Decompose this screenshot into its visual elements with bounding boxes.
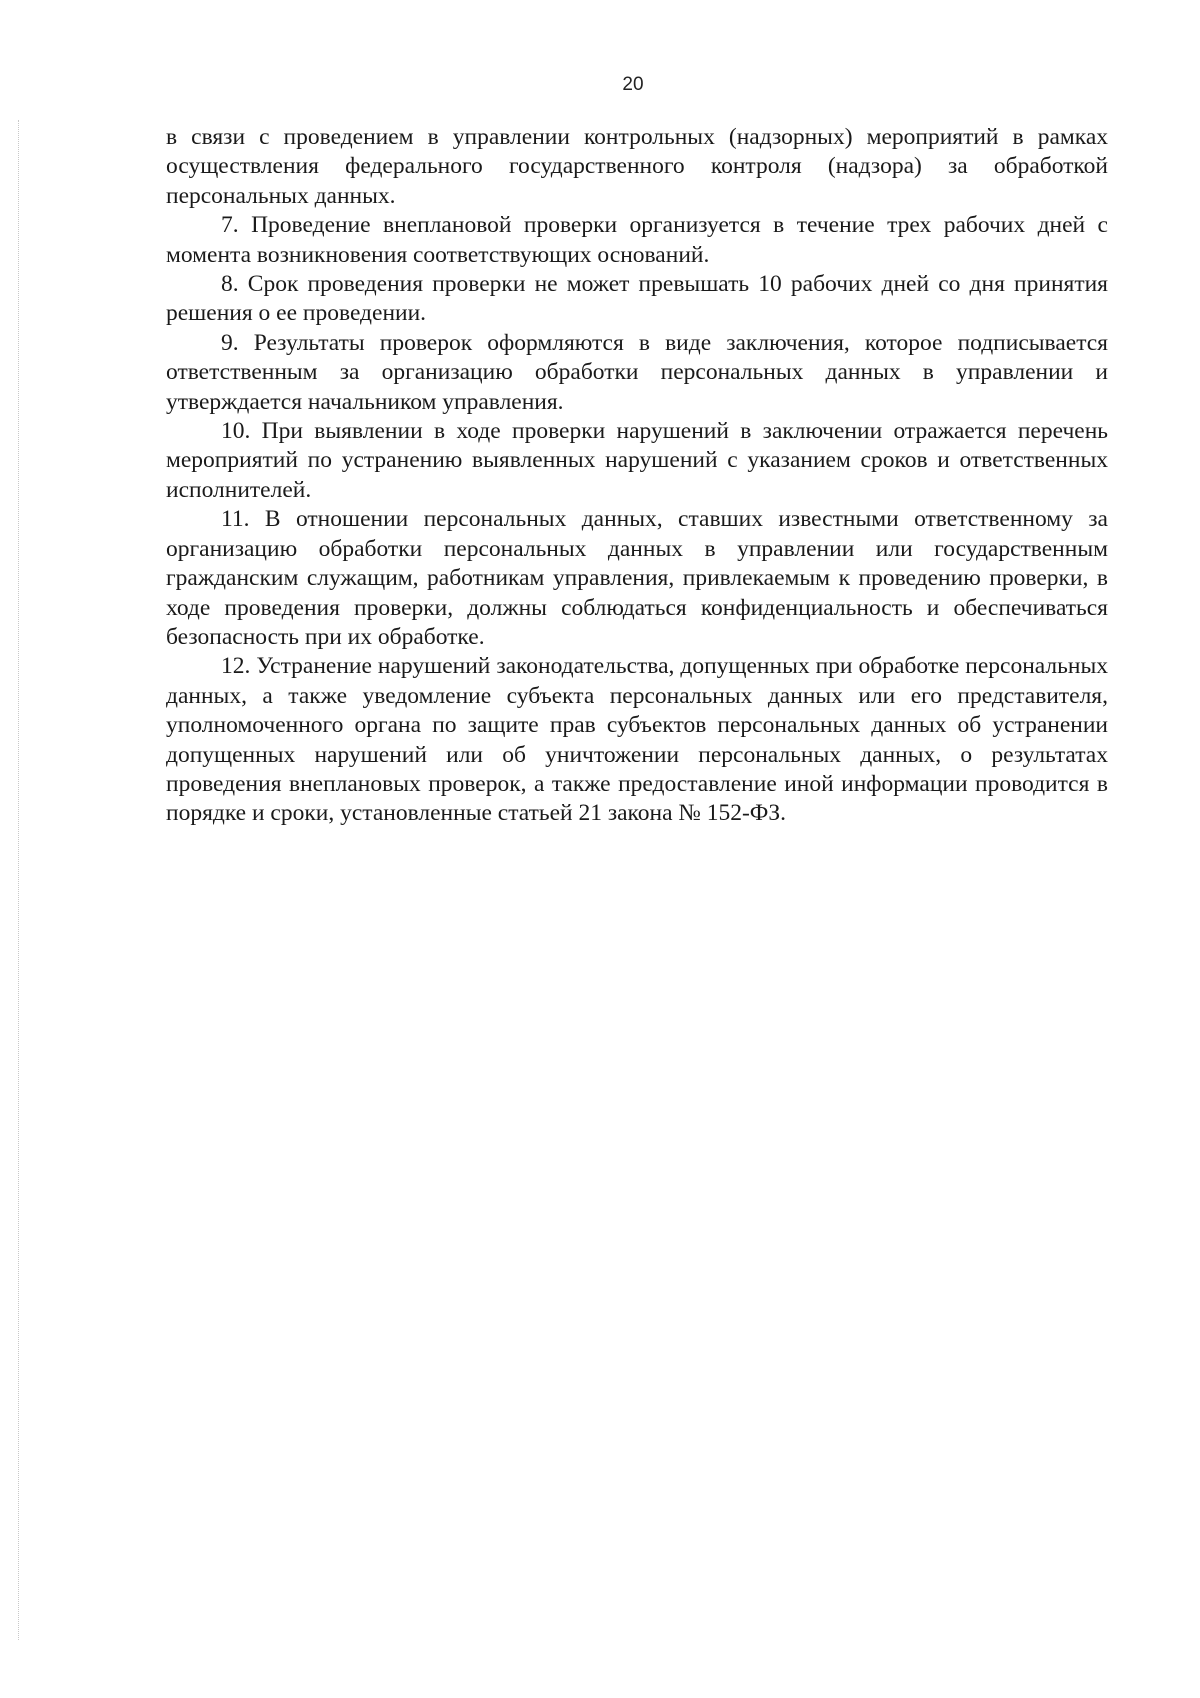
paragraph-11: 11. В отношении персональных данных, ставших известными ответственному за организацию обработки персональных данных в управлении или государственным гражданским служащим, работникам управления, привлекаемым к проведению проверки, в ходе проведения проверки, должны соблюдаться конфиденциальность и обеспечиваться безопасность при их обработке. [166,506,1108,650]
paragraph-8: 8. Срок проведения проверки не может превышать 10 рабочих дней со дня принятия решения о ее проведении. [166,271,1108,327]
body-text [166,123,1108,829]
page-number: 20 [622,74,644,95]
paragraph-7: 7. Проведение внеплановой проверки организуется в течение трех рабочих дней с момента возникновения соответствующих оснований. [166,212,1108,268]
paragraph-continuation: в связи с проведением в управлении контрольных (надзорных) мероприятий в рамках осуществления федерального государственного контроля (надзора) за обработкой персональных данных. [166,124,1108,209]
paragraph-10: 10. При выявлении в ходе проверки нарушений в заключении отражается перечень мероприятий по устранению выявленных нарушений с указанием сроков и ответственных исполнителей. [166,418,1108,503]
paragraph-12: 12. Устранение нарушений законодательства, допущенных при обработке персональных данных, а также уведомление субъекта персональных данных или его представителя, уполномоченного органа по защите прав субъектов персональных данных об устранении допущенных нарушений или об уничтожении персональных данных, о результатах проведения внеплановых проверок, а также предоставление иной информации проводится в порядке и сроки, установленные статьей 21 закона № 152-ФЗ. [166,653,1108,827]
scan-edge-artifact [18,120,19,1640]
paragraph-9: 9. Результаты проверок оформляются в виде заключения, которое подписывается ответственным за организацию обработки персональных данных в управлении и утверждается начальником управления. [166,329,1108,415]
